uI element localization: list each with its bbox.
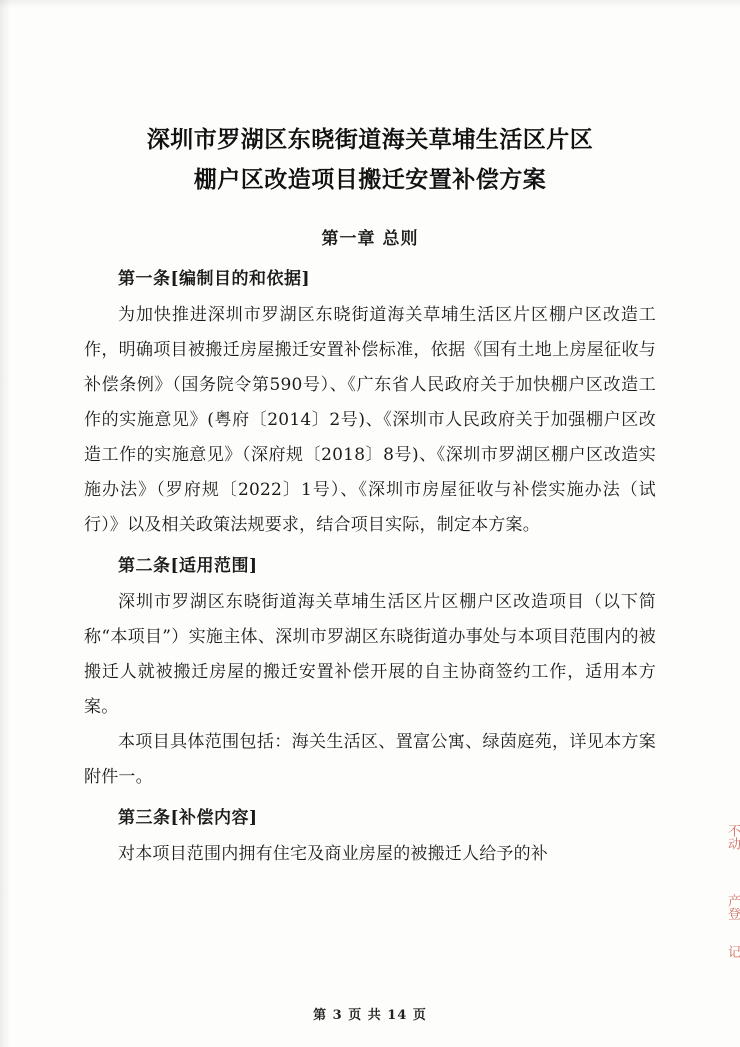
- page-title-line-1: 深圳市罗湖区东晓街道海关草埔生活区片区: [146, 126, 594, 153]
- article-2-paragraph-2: 本项目具体范围包括：海关生活区、置富公寓、绿茵庭苑，详见本方案附件一。: [84, 732, 656, 787]
- seal-fragment-icon: 记: [725, 944, 740, 958]
- article-1-paragraph-1: 为加快推进深圳市罗湖区东晓街道海关草埔生活区片区棚户区改造工作，明确项目被搬迁房屋搬迁安置补偿标准，依据《国有土地上房屋征收与补偿条例》（国务院令第590号）、《广东省人民政府关于加快棚户区改造工作的实施意见》(粤府〔2014〕2号)、《深圳市人民政府关于加强棚户区改造工作的实施意见》（深府规〔2018〕8号)、《深圳市罗湖区棚户区改造实施办法》（罗府规〔2022〕1号）、《深圳市房屋征收与补偿实施办法（试行）》以及相关政策法规要求，结合项目实际，制定本方案。: [84, 305, 656, 535]
- page-edge-shadow-left: [0, 0, 10, 1047]
- page-content: [84, 120, 656, 872]
- page-edge-shadow-top: [0, 0, 740, 8]
- chapter-heading: 第一章 总则: [321, 229, 419, 249]
- seal-fragment-icon: 不动: [725, 824, 740, 850]
- article-heading-3: 第三条[补偿内容]: [118, 808, 258, 828]
- page-footer: 第 3 页 共 14 页: [313, 1008, 427, 1023]
- article-heading-2: 第二条[适用范围]: [118, 556, 258, 576]
- page-title: [84, 120, 656, 200]
- article-heading-1: 第一条[编制目的和依据]: [118, 269, 311, 289]
- article-2-paragraph-1: 深圳市罗湖区东晓街道海关草埔生活区片区棚户区改造项目（以下简称“本项目”）实施主体、深圳市罗湖区东晓街道办事处与本项目范围内的被搬迁人就被搬迁房屋的搬迁安置补偿开展的自主协商签约工作，适用本方案。: [84, 592, 656, 717]
- article-3-paragraph-1: 对本项目范围内拥有住宅及商业房屋的被搬迁人给予的补: [118, 844, 548, 864]
- page-title-line-2: 棚户区改造项目搬迁安置补偿方案: [193, 166, 547, 193]
- seal-fragment-icon: 产登: [725, 894, 740, 920]
